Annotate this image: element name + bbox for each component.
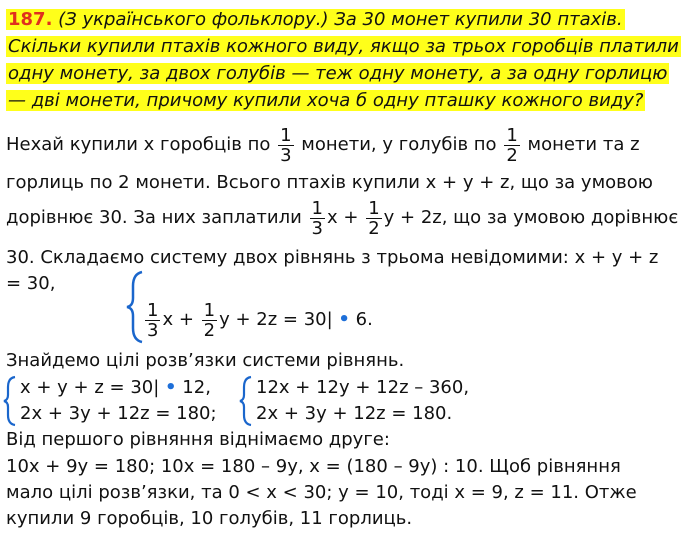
- solution-text: купили 9 горобців, 10 голубів, 11 горлиць.: [6, 508, 413, 529]
- solution-text: мало цілі розв’язки, та 0 < x < 30; y = 10, тоді x = 9, z = 11. Отже: [6, 482, 637, 503]
- fraction-numerator: 1: [203, 299, 216, 321]
- solution-line-5: [6, 272, 55, 296]
- solution-text: монети та z: [527, 134, 640, 155]
- problem-line-4: [6, 89, 645, 113]
- fraction-denominator: 3: [311, 217, 323, 239]
- problem-line-3: [6, 62, 669, 86]
- solution-text: горлиць по 2 монети. Всього птахів купили x + y + z, що за умовою: [6, 172, 653, 193]
- solution-text: x +: [162, 309, 194, 330]
- fraction-denominator: 3: [280, 144, 292, 166]
- fraction-denominator: 2: [368, 217, 380, 239]
- solution-line-13: [6, 507, 412, 531]
- problem-text-3: одну монету, за двох голубів — теж одну монету, а за одну горлицю: [8, 63, 668, 84]
- solution-line-3: [6, 196, 678, 240]
- solution-text: 6.: [355, 309, 373, 330]
- fraction-denominator: 2: [506, 144, 518, 166]
- solution-text: 12x + 12y + 12z – 360,: [256, 377, 470, 398]
- problem-text-4: — дві монети, причому купили хоча б одну пташку кожного виду?: [8, 90, 644, 111]
- solution-line-12: [6, 481, 637, 505]
- fraction-denominator: 2: [203, 319, 216, 341]
- solution-text: 12,: [182, 377, 211, 398]
- system-b-row-1: [256, 376, 469, 400]
- solution-text: y + 2z = 30|: [219, 309, 333, 330]
- solution-line-10: [6, 428, 390, 452]
- fraction-numerator: 1: [311, 197, 323, 219]
- problem-text-2: Скільки купили птахів кожного виду, якщо за трьох горобців платили: [8, 36, 679, 57]
- system-brace-left: [2, 375, 18, 427]
- system-equation: [143, 298, 373, 342]
- solution-line-7: [6, 349, 404, 373]
- problem-number: 187.: [8, 9, 53, 30]
- fraction-numerator: 1: [368, 197, 380, 219]
- solution-text: монети, у голубів по: [301, 134, 497, 155]
- problem-line-2: [6, 35, 681, 59]
- system-brace-right: [238, 375, 254, 427]
- fraction-one-third: [145, 301, 160, 340]
- multiply-dot: •: [165, 377, 177, 398]
- solution-text: 10x + 9y = 180; 10x = 180 – 9y, x = (180 – 9y) : 10. Щоб рівняння: [6, 456, 621, 477]
- multiply-dot: •: [338, 309, 350, 330]
- solution-text: x +: [326, 207, 359, 228]
- solution-text: 30. Складаємо систему двох рівнянь з трьома невідомими: x + y + z: [6, 247, 659, 268]
- solution-text: x + y + z = 30|: [20, 377, 160, 398]
- fraction-numerator: 1: [280, 124, 292, 146]
- fraction-one-half: [202, 301, 217, 340]
- system-brace: [125, 270, 145, 344]
- system-a-row-2: [20, 402, 217, 426]
- solution-line-1: [6, 123, 640, 167]
- solution-text: Від першого рівняння віднімаємо друге:: [6, 429, 390, 450]
- fraction-numerator: 1: [147, 299, 159, 321]
- fraction-one-half: [504, 126, 519, 165]
- solution-text: = 30,: [6, 273, 56, 294]
- fraction-one-half: [366, 199, 381, 238]
- solution-text: 2x + 3y + 12z = 180;: [20, 403, 217, 424]
- fraction-numerator: 1: [506, 124, 518, 146]
- system-b-row-2: [256, 402, 452, 426]
- solution-line-4: [6, 246, 658, 270]
- solution-text: Нехай купили x горобців по: [6, 134, 271, 155]
- solution-text: 2x + 3y + 12z = 180.: [256, 403, 453, 424]
- system-a-row-1: [20, 376, 211, 400]
- problem-line-1: [6, 8, 625, 32]
- fraction-one-third: [278, 126, 293, 165]
- fraction-denominator: 3: [147, 319, 159, 341]
- fraction-one-third: [310, 199, 325, 238]
- problem-text-1: (З українського фольклору.) За 30 монет купили 30 птахів.: [58, 9, 623, 30]
- solution-line-2: [6, 171, 653, 195]
- solution-text: Знайдемо цілі розв’язки системи рівнянь.: [6, 350, 405, 371]
- solution-text: дорівнює 30. За них заплатили: [6, 207, 302, 228]
- solution-line-11: [6, 455, 621, 479]
- solution-text: y + 2z, що за умовою дорівнює: [383, 207, 679, 228]
